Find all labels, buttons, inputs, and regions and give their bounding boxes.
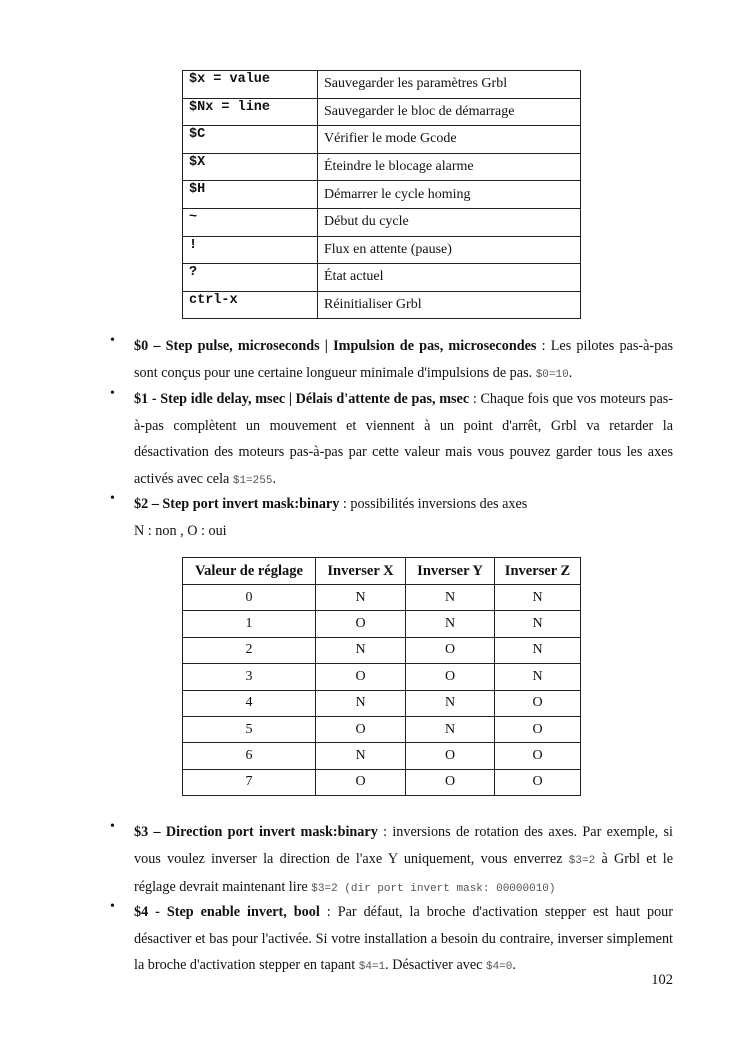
- table-cell: 3: [183, 664, 316, 690]
- table-cell: O: [316, 716, 406, 742]
- command-description: Sauvegarder le bloc de démarrage: [318, 98, 581, 126]
- setting-3-code: $3=2: [568, 854, 596, 867]
- table-cell: O: [316, 769, 406, 795]
- table-cell: N: [316, 637, 406, 663]
- table-header-row: [183, 558, 581, 585]
- table-row: [183, 98, 581, 126]
- command-code: $H: [183, 181, 318, 209]
- command-description: Démarrer le cycle homing: [318, 181, 581, 209]
- column-header: Valeur de réglage: [183, 558, 316, 585]
- table-cell: O: [406, 637, 495, 663]
- table-cell: O: [406, 769, 495, 795]
- table-cell: N: [406, 716, 495, 742]
- command-description: Réinitialiser Grbl: [318, 291, 581, 319]
- table-cell: N: [495, 611, 581, 637]
- command-code: $C: [183, 126, 318, 154]
- command-description: Vérifier le mode Gcode: [318, 126, 581, 154]
- command-code: $Nx = line: [183, 98, 318, 126]
- table-row: [183, 611, 581, 637]
- table-row: [183, 71, 581, 99]
- setting-4-code: $4=1: [358, 961, 386, 973]
- table-cell: N: [495, 664, 581, 690]
- table-cell: 5: [183, 716, 316, 742]
- table-row: [183, 769, 581, 795]
- table-row: [183, 181, 581, 209]
- bullet-icon: •: [110, 819, 115, 834]
- punctuation: .: [272, 470, 277, 487]
- table-cell: O: [495, 769, 581, 795]
- table-cell: 7: [183, 769, 316, 795]
- command-description: Début du cycle: [318, 208, 581, 236]
- table-cell: N: [406, 611, 495, 637]
- setting-4-text2: . Désactiver avec: [385, 957, 486, 973]
- table-row: [183, 236, 581, 264]
- step-invert-table: [182, 557, 581, 796]
- bullet-icon: •: [110, 333, 115, 348]
- setting-0-text: : Les pilotes pas-à-pas sont conçus pour une certaine longueur minimale d'impulsions de pas.: [134, 338, 674, 381]
- table-row: [183, 264, 581, 292]
- table-row: [183, 637, 581, 663]
- command-code: ~: [183, 208, 318, 236]
- table-row: [183, 585, 581, 611]
- setting-0-title: $0 – Step pulse, microseconds | Impulsion de pas, microsecondes: [134, 338, 537, 354]
- command-code: $X: [183, 153, 318, 181]
- table-cell: 6: [183, 743, 316, 769]
- setting-4-title: $4 - Step enable invert, bool: [134, 904, 320, 920]
- setting-1-paragraph: [134, 386, 673, 494]
- setting-4-text: : Par défaut, la broche d'activation stepper est haut pour désactiver et bas pour l'activée. Si votre installation a besoin du contraire, inverser simplement la broche d'activation stepper en tapant: [134, 904, 673, 973]
- table-row: [183, 208, 581, 236]
- table-cell: 4: [183, 690, 316, 716]
- setting-0-paragraph: [134, 333, 673, 388]
- setting-3-text: : inversions de rotation des axes. Par exemple, si vous voulez inverser la direction de l'axe Y uniquement, vous enverrez: [134, 824, 673, 867]
- setting-1-code: $1=255: [232, 474, 273, 487]
- setting-1-text: : Chaque fois que vos moteurs pas-à-pas complètent un mouvement et viennent à un point d'arrêt, Grbl va retarder la désactivation des moteurs pas-à-pas par cette valeur mais vous pouvez garder tous les axes activés avec cela: [134, 391, 673, 487]
- command-description: État actuel: [318, 264, 581, 292]
- setting-1-title: $1 - Step idle delay, msec | Délais d'attente de pas, msec: [134, 391, 470, 407]
- table-row: [183, 126, 581, 154]
- setting-4-paragraph: [134, 899, 673, 981]
- column-header: Inverser Y: [406, 558, 495, 585]
- table-row: [183, 153, 581, 181]
- command-code: !: [183, 236, 318, 264]
- table-row: [183, 690, 581, 716]
- table-cell: O: [406, 743, 495, 769]
- table-row: [183, 291, 581, 319]
- table-cell: N: [316, 585, 406, 611]
- bullet-icon: •: [110, 386, 115, 401]
- table-cell: 1: [183, 611, 316, 637]
- setting-2-title: $2 – Step port invert mask:binary: [134, 496, 340, 512]
- table-cell: N: [406, 585, 495, 611]
- column-header: Inverser Z: [495, 558, 581, 585]
- command-code: ?: [183, 264, 318, 292]
- table-cell: N: [495, 637, 581, 663]
- column-header: Inverser X: [316, 558, 406, 585]
- setting-3-text2: à Grbl et le réglage devrait maintenant lire: [134, 850, 674, 895]
- table-cell: O: [316, 664, 406, 690]
- command-code: ctrl-x: [183, 291, 318, 319]
- table-cell: 2: [183, 637, 316, 663]
- bullet-icon: •: [110, 899, 115, 914]
- command-description: Sauvegarder les paramètres Grbl: [318, 71, 581, 99]
- table-row: [183, 716, 581, 742]
- setting-2-text: : possibilités inversions des axes: [339, 496, 528, 512]
- table-row: [183, 743, 581, 769]
- table-cell: O: [495, 743, 581, 769]
- table-row: [183, 664, 581, 690]
- table-cell: O: [406, 664, 495, 690]
- table-cell: O: [316, 611, 406, 637]
- command-description: Éteindre le blocage alarme: [318, 153, 581, 181]
- table-cell: N: [316, 690, 406, 716]
- table-cell: N: [406, 690, 495, 716]
- table-cell: 0: [183, 585, 316, 611]
- table-cell: N: [316, 743, 406, 769]
- punctuation: .: [568, 364, 573, 381]
- setting-3-code2: $3=2 (dir port invert mask: 00000010): [311, 883, 556, 895]
- table-cell: O: [495, 716, 581, 742]
- command-description: Flux en attente (pause): [318, 236, 581, 264]
- table-cell: N: [495, 585, 581, 611]
- table-cell: O: [495, 690, 581, 716]
- setting-2-legend: N : non , O : oui: [134, 522, 227, 539]
- setting-3-paragraph: [134, 819, 673, 903]
- setting-4-code2: $4=0: [486, 961, 513, 973]
- command-code: $x = value: [183, 71, 318, 99]
- punctuation: .: [512, 957, 516, 973]
- grbl-commands-table: [182, 70, 581, 319]
- setting-0-code: $0=10: [535, 368, 569, 381]
- setting-2-paragraph: [134, 491, 673, 544]
- bullet-icon: •: [110, 491, 115, 506]
- setting-3-title: $3 – Direction port invert mask:binary: [134, 824, 378, 840]
- page-number: 102: [651, 972, 673, 988]
